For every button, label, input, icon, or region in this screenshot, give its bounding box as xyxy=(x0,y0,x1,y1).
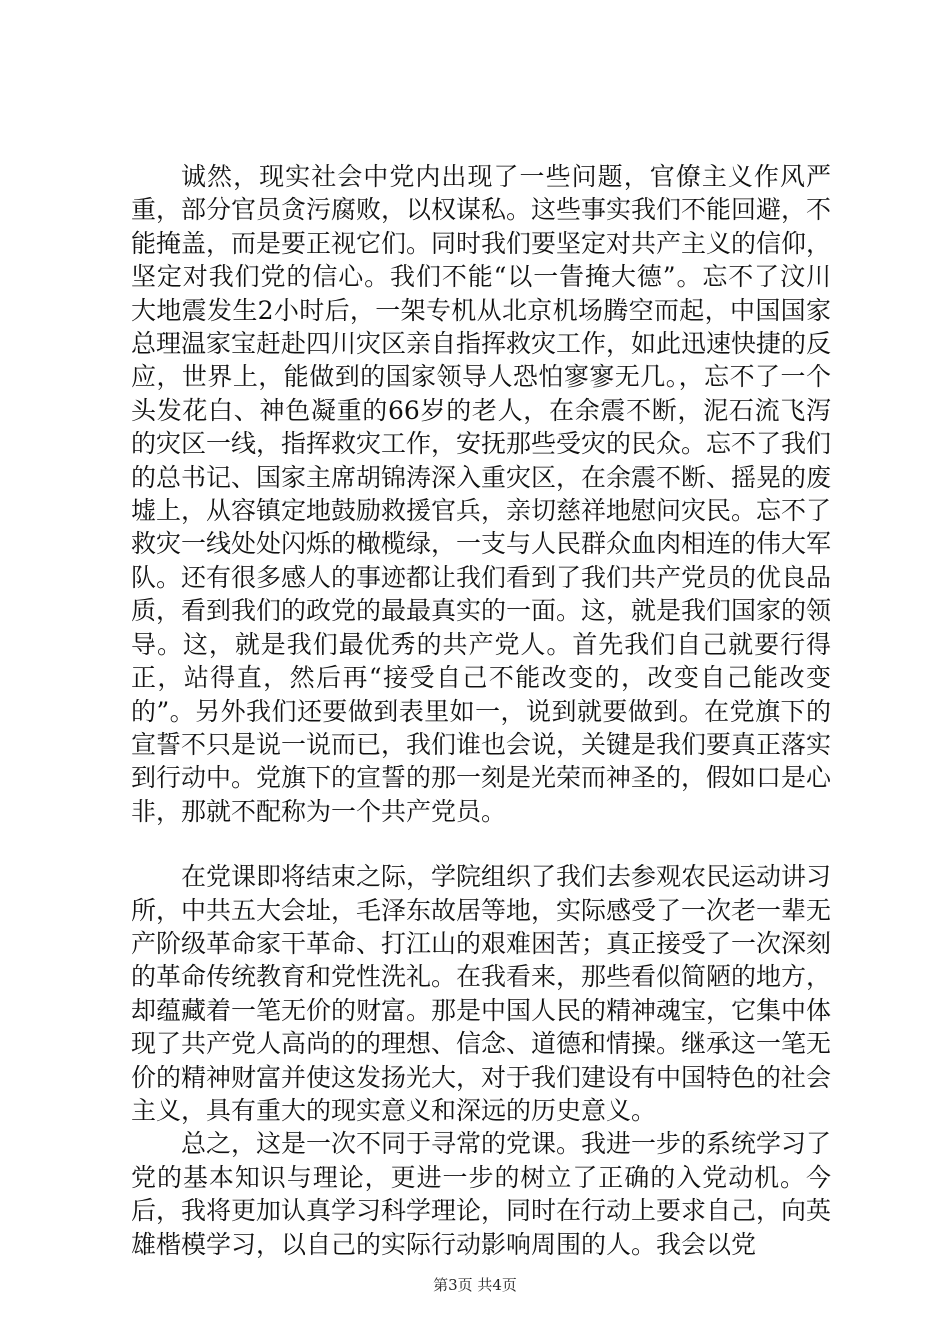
document-body xyxy=(131,160,831,1261)
page-footer xyxy=(0,1275,950,1295)
paragraph-1: 诚然，现实社会中党内出现了一些问题，官僚主义作风严重，部分官员贪污腐败，以权谋私。这些事实我们不能回避，不能掩盖，而是要正视它们。同时我们要坚定对共产主义的信仰，坚定对我们党的信心。我们不能“以一眚掩大德”。忘不了汶川大地震发生2小时后，一架专机从北京机场腾空而起，中国国家总理温家宝赶赴四川灾区亲自指挥救灾工作，如此迅速快捷的反应，世界上，能做到的国家领导人恐怕寥寥无几。，忘不了一个头发花白、神色凝重的66岁的老人，在余震不断，泥石流飞泻的灾区一线，指挥救灾工作，安抚那些受灾的民众。忘不了我们的总书记、国家主席胡锦涛深入重灾区，在余震不断、摇晃的废墟上，从容镇定地鼓励救援官兵，亲切慈祥地慰问灾民。忘不了救灾一线处处闪烁的橄榄绿，一支与人民群众血肉相连的伟大军队。还有很多感人的事迹都让我们看到了我们共产党员的优良品质，看到我们的政党的最最真实的一面。这，就是我们国家的领导。这，就是我们最优秀的共产党人。首先我们自己就要行得正，站得直，然后再“接受自己不能改变的，改变自己能改变的”。另外我们还要做到表里如一，说到就要做到。在党旗下的宣誓不只是说一说而已，我们谁也会说，关键是我们要真正落实到行动中。党旗下的宣誓的那一刻是光荣而神圣的，假如口是心非，那就不配称为一个共产党员。 xyxy=(131,162,832,826)
paragraph-2: 在党课即将结束之际，学院组织了我们去参观农民运动讲习所，中共五大会址，毛泽东故居等地，实际感受了一次老一辈无产阶级革命家干革命、打江山的艰难困苦；真正接受了一次深刻的革命传统教育和党性洗礼。在我看来，那些看似简陋的地方，却蕴藏着一笔无价的财富。那是中国人民的精神魂宝，它集中体现了共产党人高尚的的理想、信念、道德和情操。继承这一笔无价的精神财富并使这发扬光大，对于我们建设有中国特色的社会主义，具有重大的现实意义和深远的历史意义。 xyxy=(131,862,832,1125)
page-number-label: 第3页 共4页 xyxy=(433,1276,517,1294)
paragraph-3: 总之，这是一次不同于寻常的党课。我进一步的系统学习了党的基本知识与理论，更进一步的树立了正确的入党动机。今后，我将更加认真学习科学理论，同时在行动上要求自己，向英雄楷模学习，以自己的实际行动影响周围的人。我会以党 xyxy=(131,1129,832,1259)
